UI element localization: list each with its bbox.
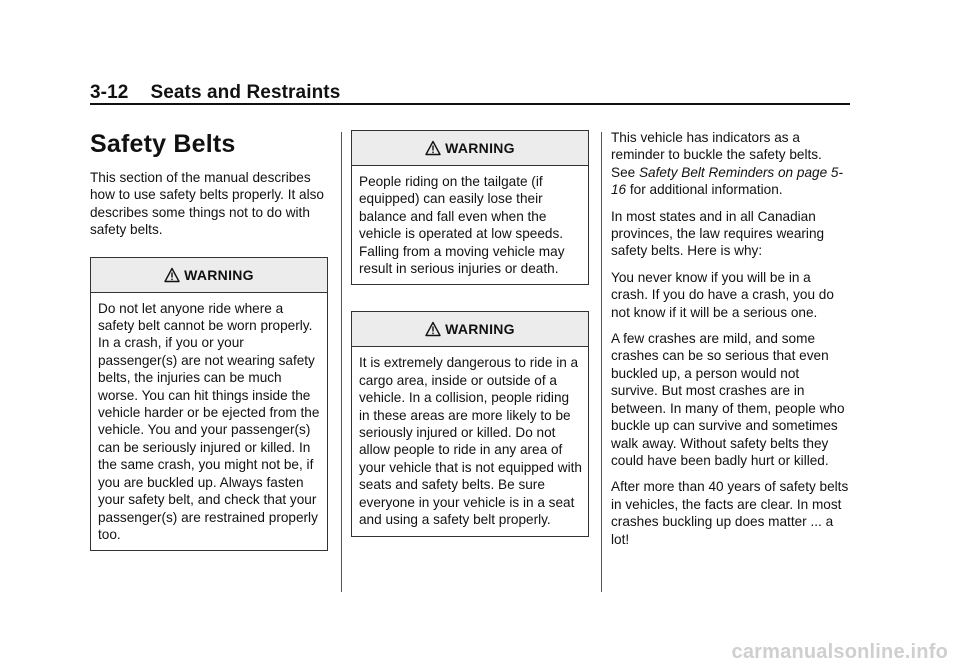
warning-box-2 [351,130,589,285]
warning-label: WARNING [445,140,515,156]
text-span: This vehicle has indicators as a reminder to buckle the safety belts. See [611,130,822,180]
watermark: carmanualsonline.info [731,641,948,663]
warning-header [352,312,588,347]
column-1 [90,128,328,577]
warning-label: WARNING [184,266,254,283]
column-divider-2 [601,132,602,592]
section-title: Safety Belts [90,130,236,158]
paragraph-law: In most states and in all Canadian provinces, the law requires wearing safety belts. Here is why: [611,208,825,259]
paragraph-mild-crashes: A few crashes are mild, and some crashes can be so serious that even buckled up, a person would not survive. But most crashes are in between. In many of them, people who buckle up can survive and sometimes walk away. Without safety belts they could have been badly hurt or killed. [611,331,845,468]
warning-text: Do not let anyone ride where a safety belt cannot be worn properly. In a crash, if you or your passenger(s) are not wearing safety belts, the injuries can be much worse. You can hit things inside the vehicle harder or be ejected from the vehicle. You and your passenger(s) can be seriously injured or killed. In the same crash, you might not be, if you are buckled up. Always fasten your safety belt, and check that your passenger(s) are restrained properly too. [98,300,320,542]
warning-text: People riding on the tailgate (if equipped) can easily lose their balance and fall even when the vehicle is operated at low speeds. Falling from a moving vehicle may result in serious injuries or death. [359,174,565,277]
warning-triangle-icon [164,267,180,283]
paragraph-crash: You never know if you will be in a crash. If you do have a crash, you do not know if it will be a serious one. [611,269,834,320]
warning-header [352,131,588,166]
warning-triangle-icon [425,321,441,337]
warning-text: It is extremely dangerous to ride in a cargo area, inside or outside of a vehicle. In a collision, people riding in these areas are more likely to be seriously injured or killed. Do not allow people to ride in any area of your vehicle that is not equipped with seats and safety belts. Be sure everyone in your vehicle is in a seat and using a safety belt properly. [359,355,582,528]
header-rule [90,103,850,105]
page-header [90,82,340,104]
paragraph-indicators [611,129,849,199]
column-3 [611,129,849,557]
column-divider-1 [341,132,342,592]
warning-header [91,258,327,293]
warning-box-1 [90,257,328,552]
warning-label: WARNING [445,321,515,338]
text-span: for additional information. [626,182,783,198]
paragraph-facts: After more than 40 years of safety belts in vehicles, the facts are clear. In most crashes buckling up does matter ... a lot! [611,479,849,547]
column-2 [351,130,589,563]
cross-reference-link[interactable]: Safety Belt Reminders on page 5-16 [611,164,843,198]
section-intro: This section of the manual describes how to use safety belts properly. It also describes some things not to do with safety belts. [90,170,324,238]
chapter-title: Seats and Restraints [150,82,341,103]
warning-triangle-icon [425,140,441,156]
warning-box-3 [351,311,589,536]
page-number: 3-12 [90,82,129,103]
